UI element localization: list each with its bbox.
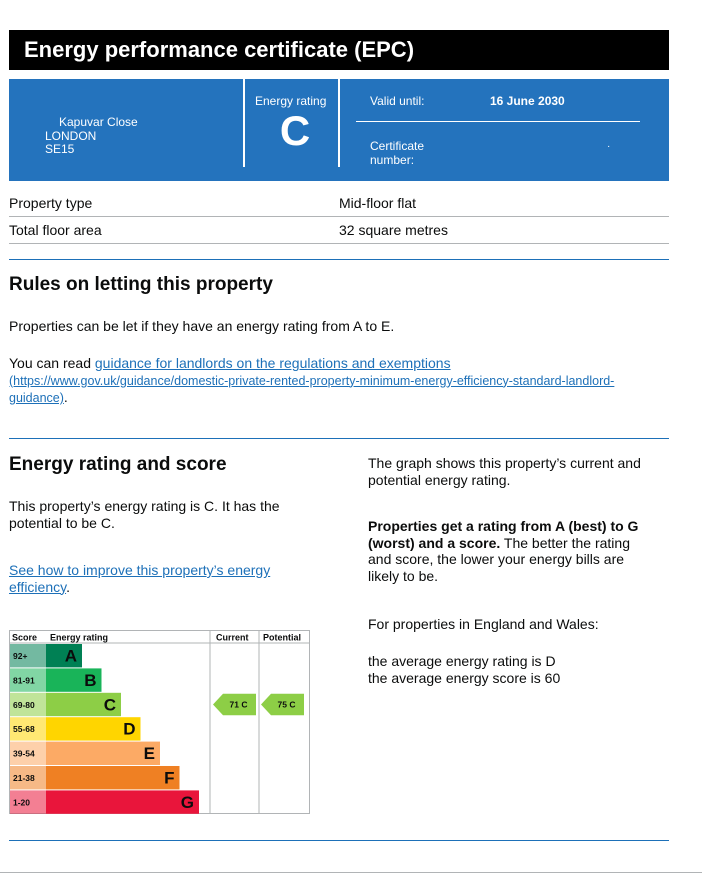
band-score-label: 55-68	[13, 724, 35, 735]
improve-link[interactable]: See how to improve this property’s energy	[9, 562, 271, 578]
divider	[356, 121, 640, 122]
property-value: Mid-floor flat	[339, 195, 417, 211]
rating-explanation	[368, 518, 668, 584]
rating-label: Energy rating	[255, 94, 327, 108]
guidance-link[interactable]: guidance for landlords on the regulations and exemptions	[94, 355, 451, 371]
explanation-text: The better the rating	[500, 534, 630, 551]
band-bar	[46, 766, 180, 789]
graph-text-line: potential energy rating.	[368, 471, 511, 488]
page-title: Energy performance certificate (EPC)	[24, 37, 415, 62]
footer-divider	[0, 872, 702, 873]
averages	[368, 653, 560, 686]
band-letter: F	[164, 768, 175, 788]
band-letter: B	[84, 670, 97, 690]
band-letter: C	[103, 695, 116, 715]
address-line: Kapuvar Close	[59, 115, 138, 129]
chart-header-rating: Energy rating	[50, 632, 109, 643]
improve-link-end[interactable]: efficiency	[9, 578, 67, 595]
valid-until-label: Valid until:	[370, 94, 425, 108]
letting-text: Properties can be let if they have an energy rating from A to E.	[9, 318, 395, 334]
section-divider	[9, 840, 669, 841]
divider	[338, 79, 340, 167]
chart-header-current: Current	[216, 632, 249, 643]
guidance-url[interactable]: (https://www.gov.uk/guidance/domestic-private-rented-property-minimum-energy-efficiency-standard-landlord-	[9, 373, 615, 388]
address-line: SE15	[45, 142, 75, 156]
certificate-number-label-line: Certificate	[370, 139, 425, 153]
england-text: For properties in England and Wales:	[368, 616, 599, 632]
guidance-prefix: You can read	[9, 355, 95, 371]
address-line: LONDON	[45, 128, 97, 143]
band-letter: G	[180, 792, 194, 812]
energy-heading: Energy rating and score	[9, 454, 227, 475]
bold-text: Properties get a rating from A (best) to G	[368, 518, 639, 534]
energy-text-line: This property’s energy rating is C. It has the	[9, 498, 280, 514]
period: .	[63, 389, 68, 405]
rating-letter: C	[279, 107, 311, 154]
explanation-text: likely to be.	[368, 567, 439, 584]
guidance-url-end[interactable]: guidance)	[9, 391, 64, 405]
certificate-number-label	[370, 140, 424, 167]
valid-until-value: 16 June 2030	[490, 94, 565, 108]
certificate-number-value: ·	[607, 141, 611, 152]
guidance-paragraph	[9, 355, 669, 407]
energy-text	[9, 498, 280, 531]
property-row	[9, 216, 669, 244]
band-letter: A	[64, 646, 77, 666]
certificate-number-label-line: number:	[370, 152, 415, 167]
band-score-label: 1-20	[13, 797, 31, 808]
certificate-panel	[9, 79, 669, 181]
improve-paragraph	[9, 562, 270, 595]
property-key: Total floor area	[9, 222, 102, 238]
band-score-label: 92+	[13, 651, 28, 661]
band-score-label: 69-80	[13, 699, 35, 710]
property-key: Property type	[9, 195, 93, 211]
epc-rating-chart	[9, 630, 310, 814]
bold-text: (worst) and a score.	[368, 534, 501, 551]
band-bar	[46, 790, 199, 813]
period: .	[66, 578, 70, 595]
current-rating-label: 71 C	[229, 699, 248, 710]
title-bar	[9, 30, 669, 70]
potential-rating-label: 75 C	[277, 699, 296, 710]
chart-header-score: Score	[12, 632, 38, 643]
section-divider	[9, 259, 669, 260]
average-score: the average energy score is 60	[368, 669, 561, 686]
letting-heading: Rules on letting this property	[9, 274, 273, 295]
section-divider	[9, 438, 669, 439]
average-rating: the average energy rating is D	[368, 653, 556, 669]
band-letter: D	[123, 719, 136, 739]
band-score-label: 39-54	[13, 748, 35, 759]
band-score-label: 21-38	[13, 773, 35, 783]
band-score-label: 81-91	[13, 675, 35, 686]
property-value: 32 square metres	[339, 222, 448, 238]
energy-text-line: potential to be C.	[9, 514, 115, 531]
graph-text-line: The graph shows this property’s current and	[368, 455, 641, 471]
explanation-text: and score, the lower your energy bills are	[368, 551, 625, 567]
address	[45, 116, 138, 157]
chart-header-potential: Potential	[263, 632, 302, 643]
band-letter: E	[143, 744, 155, 764]
property-row	[9, 189, 669, 217]
divider	[243, 79, 245, 167]
graph-description	[368, 455, 641, 488]
